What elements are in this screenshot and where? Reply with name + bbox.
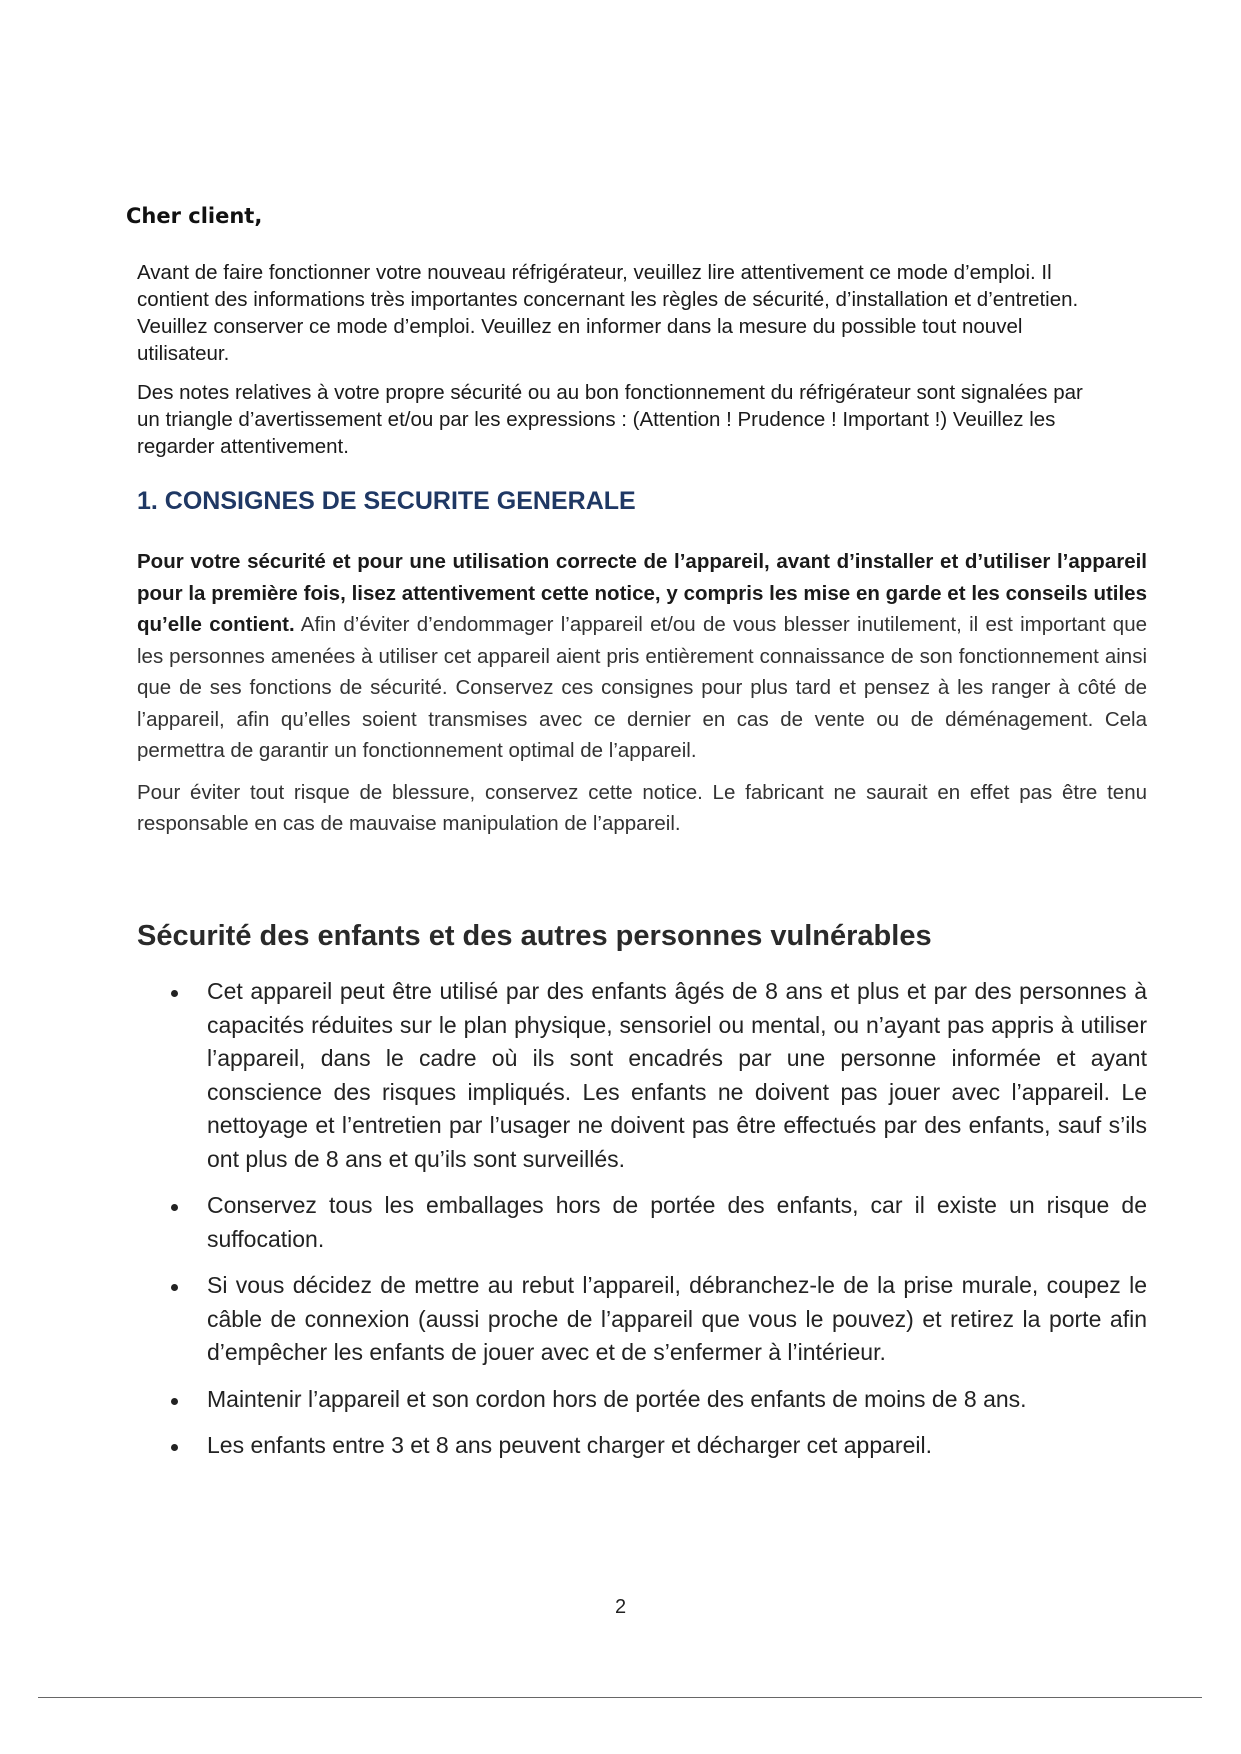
- bullet-icon: [171, 990, 178, 997]
- list-item-text: Conservez tous les emballages hors de portée des enfants, car il existe un risque de suffocation.: [207, 1192, 1147, 1252]
- safety-bold-lead: Pour votre sécurité et pour une utilisation correcte de l’appareil, avant d’installer et d’utiliser l’appareil pour la première fois, lisez attentivement cette notice, y compris les mise en garde et les conseils utiles qu’elle contient: [137, 550, 1147, 636]
- intro-section: [137, 259, 1097, 472]
- safety-bold-lead-end: .: [288, 613, 295, 636]
- bullet-icon: [171, 1204, 178, 1211]
- safety-paragraph-1: [137, 546, 1147, 767]
- list-item-text: Les enfants entre 3 et 8 ans peuvent charger et décharger cet appareil.: [207, 1432, 932, 1458]
- page-number: 2: [614, 1596, 627, 1618]
- section-title: 1. CONSIGNES DE SECURITE GENERALE: [137, 487, 636, 515]
- subsection-title: Sécurité des enfants et des autres personnes vulnérables: [137, 920, 932, 952]
- bullet-icon: [171, 1444, 178, 1451]
- list-item: [137, 1269, 1147, 1370]
- list-item: [137, 975, 1147, 1176]
- list-item: [137, 1189, 1147, 1256]
- intro-paragraph-2: Des notes relatives à votre propre sécurité ou au bon fonctionnement du réfrigérateur sont signalées par un triangle d’avertissement et/ou par les expressions : (Attention ! Prudence ! Important !) Veuillez les regarder attentivement.: [137, 381, 1083, 458]
- footer-divider: [38, 1697, 1202, 1698]
- intro-paragraph-1: Avant de faire fonctionner votre nouveau réfrigérateur, veuillez lire attentivement ce mode d’emploi. Il contient des informations très importantes concernant les règles de sécurité, d’installation et d’entretien. Veuillez conserver ce mode d’emploi. Veuillez en informer dans la mesure du possible tout nouvel utilisateur.: [137, 261, 1079, 365]
- bullet-icon: [171, 1398, 178, 1405]
- list-item-text: Cet appareil peut être utilisé par des enfants âgés de 8 ans et plus et par des personnes à capacités réduites sur le plan physique, sensoriel ou mental, ou n’ayant pas appris à utiliser l’appareil, dans le cadre où ils sont encadrés par une personne informée et ayant conscience des risques impliqués. Les enfants ne doivent pas jouer avec l’appareil. Le nettoyage et l’entretien par l’usager ne doivent pas être effectués par des enfants, sauf s’ils ont plus de 8 ans et qu’ils sont surveillés.: [207, 978, 1147, 1172]
- list-item: [137, 1383, 1147, 1417]
- list-item: [137, 1429, 1147, 1463]
- greeting: Cher client,: [126, 204, 263, 228]
- safety-body: [137, 546, 1147, 850]
- bullet-list: [137, 975, 1147, 1476]
- safety-paragraph-rest: Afin d’éviter d’endommager l’appareil et/ou de vous blesser inutilement, il est important que les personnes amenées à utiliser cet appareil aient pris entièrement connaissance de son fonctionnement ainsi que de ses fonctions de sécurité. Conservez ces consignes pour plus tard et pensez à les ranger à côté de l’appareil, afin qu’elles soient transmises avec ce dernier en cas de vente ou de déménagement. Cela permettra de garantir un fonctionnement optimal de l’appareil.: [137, 613, 1147, 762]
- bullet-icon: [171, 1284, 178, 1291]
- list-item-text: Maintenir l’appareil et son cordon hors de portée des enfants de moins de 8 ans.: [207, 1385, 1027, 1412]
- list-item-text: Si vous décidez de mettre au rebut l’appareil, débranchez-le de la prise murale, coupez le câble de connexion (aussi proche de l’appareil que vous le pouvez) et retirez la porte afin d’empêcher les enfants de jouer avec et de s’enfermer à l’intérieur.: [207, 1272, 1147, 1365]
- safety-paragraph-2: Pour éviter tout risque de blessure, conservez cette notice. Le fabricant ne saurait en effet pas être tenu responsable en cas de mauvaise manipulation de l’appareil.: [137, 780, 1147, 835]
